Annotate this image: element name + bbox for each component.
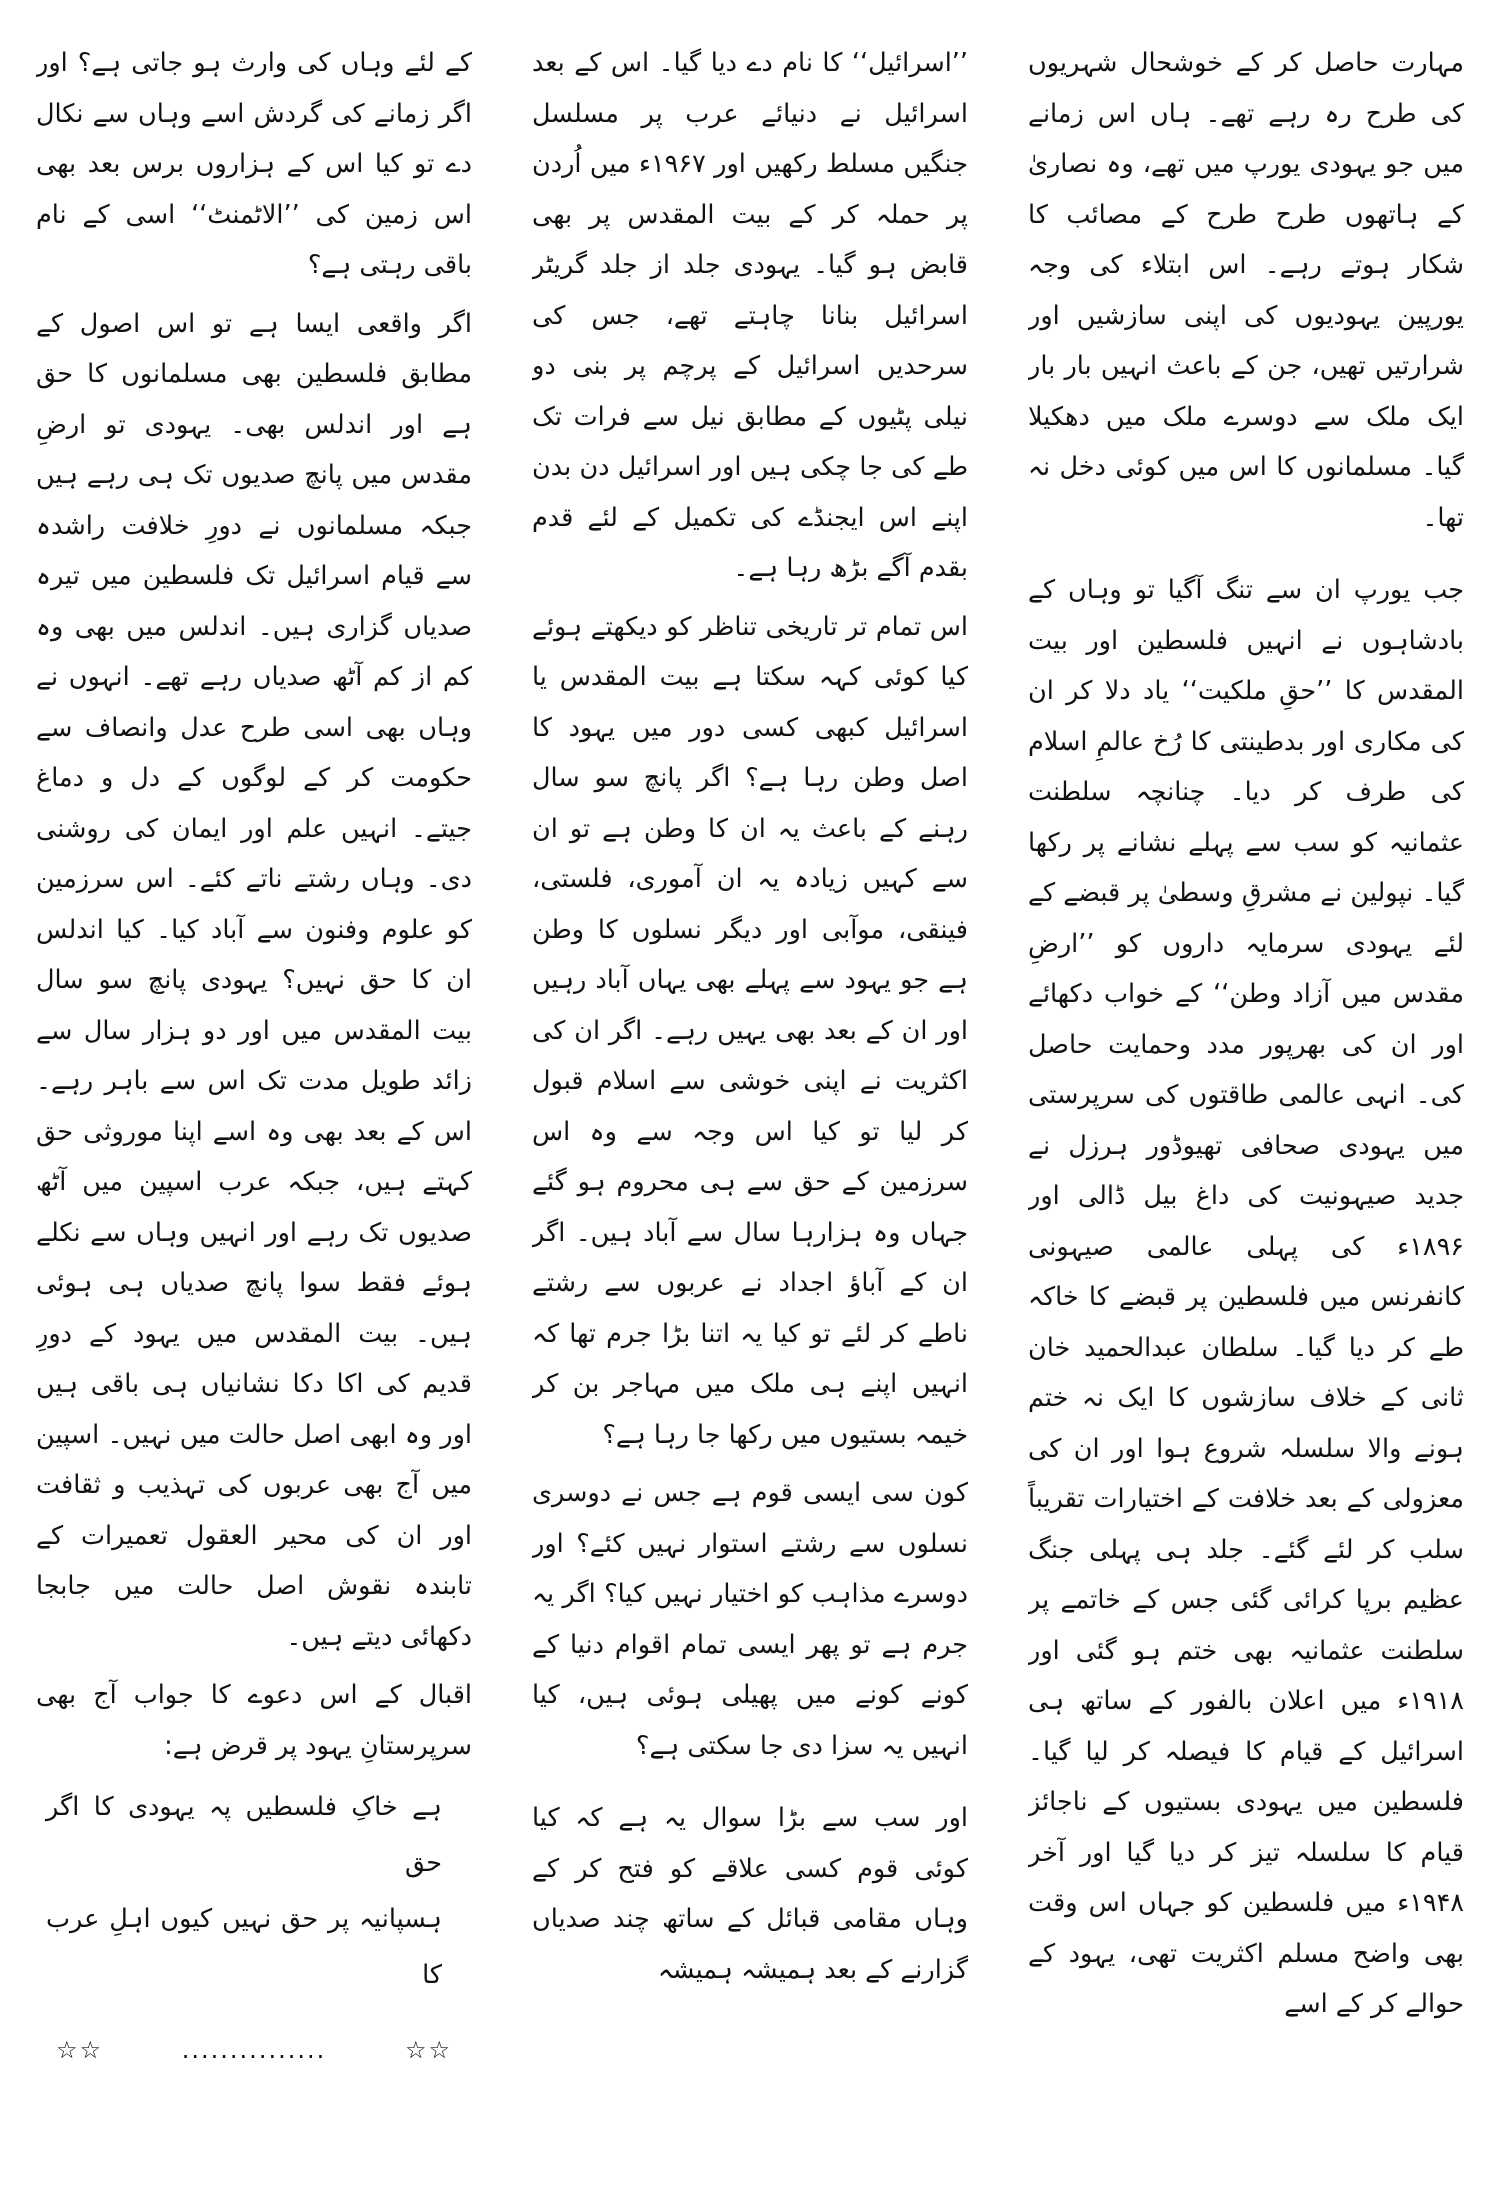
star-ornament-icon: ☆☆ bbox=[404, 2036, 452, 2064]
paragraph: اگر واقعی ایسا ہے تو اس اصول کے مطابق فلسطین بھی مسلمانوں کا حق ہے اور اندلس بھی۔ یہودی تو ارضِ مقدس میں پانچ صدیوں تک ہی رہے ہیں جبکہ مسلمانوں نے دورِ خلافت راشدہ سے قیام اسرائیل تک فلسطین میں تیرہ صدیاں گزاری ہیں۔ اندلس میں بھی وہ کم از کم آٹھ صدیاں رہے تھے۔ انہوں نے وہاں بھی اسی طرح عدل وانصاف سے حکومت کر کے لوگوں کے دل و دماغ جیتے۔ انہیں علم اور ایمان کی روشنی دی۔ وہاں رشتے ناتے کئے۔ اس سرزمین کو علوم وفنون سے آباد کیا۔ کیا اندلس ان کا حق نہیں؟ یہودی پانچ سو سال بیت المقدس میں اور دو ہزار سال سے زائد طویل مدت تک اس سے باہر رہے۔ اس کے بعد بھی وہ اسے اپنا موروثی حق کہتے ہیں، جبکہ عرب اسپین میں آٹھ صدیوں تک رہے اور انہیں وہاں سے نکلے ہوئے فقط سوا پانچ صدیاں ہی ہوئی ہیں۔ بیت المقدس میں یہود کے دورِ قدیم کی اکا دکا نشانیاں ہی باقی ہیں اور وہ ابھی اصل حالت میں نہیں۔ اسپین میں آج بھی عربوں کی تہذیب و ثقافت اور ان کی محیر العقول تعمیرات کے تابندہ نقوش اصل حالت میں جابجا دکھائی دیتے ہیں۔ bbox=[36, 308, 472, 1652]
end-ornament bbox=[56, 2025, 452, 2076]
verse-line: ہے خاکِ فلسطیں پہ یہودی کا اگر حق bbox=[46, 1792, 442, 1878]
verse-line: ہسپانیہ پر حق نہیں کیوں اہلِ عرب کا bbox=[46, 1904, 442, 1990]
column-left bbox=[36, 38, 472, 2170]
column-middle bbox=[532, 38, 968, 2170]
poetry-couplet bbox=[46, 1779, 442, 2003]
paragraph: اقبال کے اس دعوے کا جواب آج بھی سرپرستانِ یہود پر قرض ہے: bbox=[36, 1680, 472, 1761]
paragraph: ’’اسرائیل‘‘ کا نام دے دیا گیا۔ اس کے بعد اسرائیل نے دنیائے عرب پر مسلسل جنگیں مسلط رکھیں اور ۱۹۶۷ء میں اُردن پر حملہ کر کے بیت المقدس پر بھی قابض ہو گیا۔ یہودی جلد از جلد گریٹر اسرائیل بنانا چاہتے تھے، جس کی سرحدیں اسرائیل کے پرچم پر بنی دو نیلی پٹیوں کے مطابق نیل سے فرات تک طے کی جا چکی ہیں اور اسرائیل دن بدن اپنے اس ایجنڈے کی تکمیل کے لئے قدم بقدم آگے بڑھ رہا ہے۔ bbox=[532, 48, 968, 583]
paragraph: کون سی ایسی قوم ہے جس نے دوسری نسلوں سے رشتے استوار نہیں کئے؟ اور دوسرے مذاہب کو اختیار نہیں کیا؟ اگر یہ جرم ہے تو پھر ایسی تمام اقوام دنیا کے کونے کونے میں پھیلی ہوئی ہیں، کیا انہیں یہ سزا دی جا سکتی ہے؟ bbox=[532, 1478, 968, 1761]
star-ornament-icon: ☆☆ bbox=[56, 2036, 104, 2064]
paragraph: اور سب سے بڑا سوال یہ ہے کہ کیا کوئی قوم کسی علاقے کو فتح کر کے وہاں مقامی قبائل کے ساتھ چند صدیاں گزارنے کے بعد ہمیشہ ہمیشہ bbox=[532, 1803, 968, 1985]
paragraph: اس تمام تر تاریخی تناظر کو دیکھتے ہوئے کیا کوئی کہہ سکتا ہے بیت المقدس یا اسرائیل کبھی کسی دور میں یہود کا اصل وطن رہا ہے؟ اگر پانچ سو سال رہنے کے باعث یہ ان کا وطن ہے تو ان سے کہیں زیادہ یہ ان آموری، فلستی، فینقی، موآبی اور دیگر نسلوں کا وطن ہے جو یہود سے پہلے بھی یہاں آباد رہیں اور ان کے بعد بھی یہیں رہے۔ اگر ان کی اکثریت نے اپنی خوشی سے اسلام قبول کر لیا تو کیا اس وجہ سے وہ اس سرزمین کے حق سے ہی محروم ہو گئے جہاں وہ ہزارہا سال سے آباد ہیں۔ اگر ان کے آباؤ اجداد نے عربوں سے رشتے ناطے کر لئے تو کیا یہ اتنا بڑا جرم تھا کہ انہیں اپنے ہی ملک میں مہاجر بن کر خیمہ بستیوں میں رکھا جا رہا ہے؟ bbox=[532, 611, 968, 1450]
column-right bbox=[1028, 38, 1464, 2170]
paragraph: جب یورپ ان سے تنگ آگیا تو وہاں کے بادشاہوں نے انہیں فلسطین اور بیت المقدس کا ’’حقِ ملکیت‘‘ یاد دلا کر ان کی مکاری اور بدطینتی کا رُخ عالمِ اسلام کی طرف کر دیا۔ چنانچہ سلطنت عثمانیہ کو سب سے پہلے نشانے پر رکھا گیا۔ نپولین نے مشرقِ وسطیٰ پر قبضے کے لئے یہودی سرمایہ داروں کو ’’ارضِ مقدس میں آزاد وطن‘‘ کے خواب دکھائے اور ان کی بھرپور مدد وحمایت حاصل کی۔ انہی عالمی طاقتوں کی سرپرستی میں یہودی صحافی تھیوڈور ہرزل نے جدید صیہونیت کی داغ بیل ڈالی اور ۱۸۹۶ء کی پہلی عالمی صیہونی کانفرنس میں فلسطین پر قبضے کا خاکہ طے کر دیا گیا۔ سلطان عبدالحمید خان ثانی کے خلاف سازشوں کا ایک نہ ختم ہونے والا سلسلہ شروع ہوا اور ان کی معزولی کے بعد خلافت کے اختیارات تقریباً سلب کر لئے گئے۔ جلد ہی پہلی جنگ عظیم برپا کرائی گئی جس کے خاتمے پر سلطنت عثمانیہ بھی ختم ہو گئی اور ۱۹۱۸ء میں اعلان بالفور کے ساتھ ہی اسرائیل کے قیام کا فیصلہ کر لیا گیا۔ فلسطین میں یہودی بستیوں کے ناجائز قیام کا سلسلہ تیز کر دیا گیا اور آخر ۱۹۴۸ء میں فلسطین کو جہاں اس وقت بھی واضح مسلم اکثریت تھی، یہود کے حوالے کر کے اسے bbox=[1028, 575, 1464, 2019]
paragraph: مہارت حاصل کر کے خوشحال شہریوں کی طرح رہ رہے تھے۔ ہاں اس زمانے میں جو یہودی یورپ میں تھے، وہ نصاریٰ کے ہاتھوں طرح طرح کے مصائب کا شکار ہوتے رہے۔ اس ابتلاء کی وجہ یورپین یہودیوں کی اپنی سازشیں اور شرارتیں تھیں، جن کے باعث انہیں بار بار ایک ملک سے دوسرے ملک میں دھکیلا گیا۔ مسلمانوں کا اس میں کوئی دخل نہ تھا۔ bbox=[1028, 48, 1464, 533]
paragraph: کے لئے وہاں کی وارث ہو جاتی ہے؟ اور اگر زمانے کی گردش اسے وہاں سے نکال دے تو کیا اس کے ہزاروں برس بعد بھی اس زمین کی ’’الاٹمنٹ‘‘ اسی کے نام باقی رہتی ہے؟ bbox=[36, 48, 472, 280]
dotted-divider: ............... bbox=[181, 2036, 327, 2064]
